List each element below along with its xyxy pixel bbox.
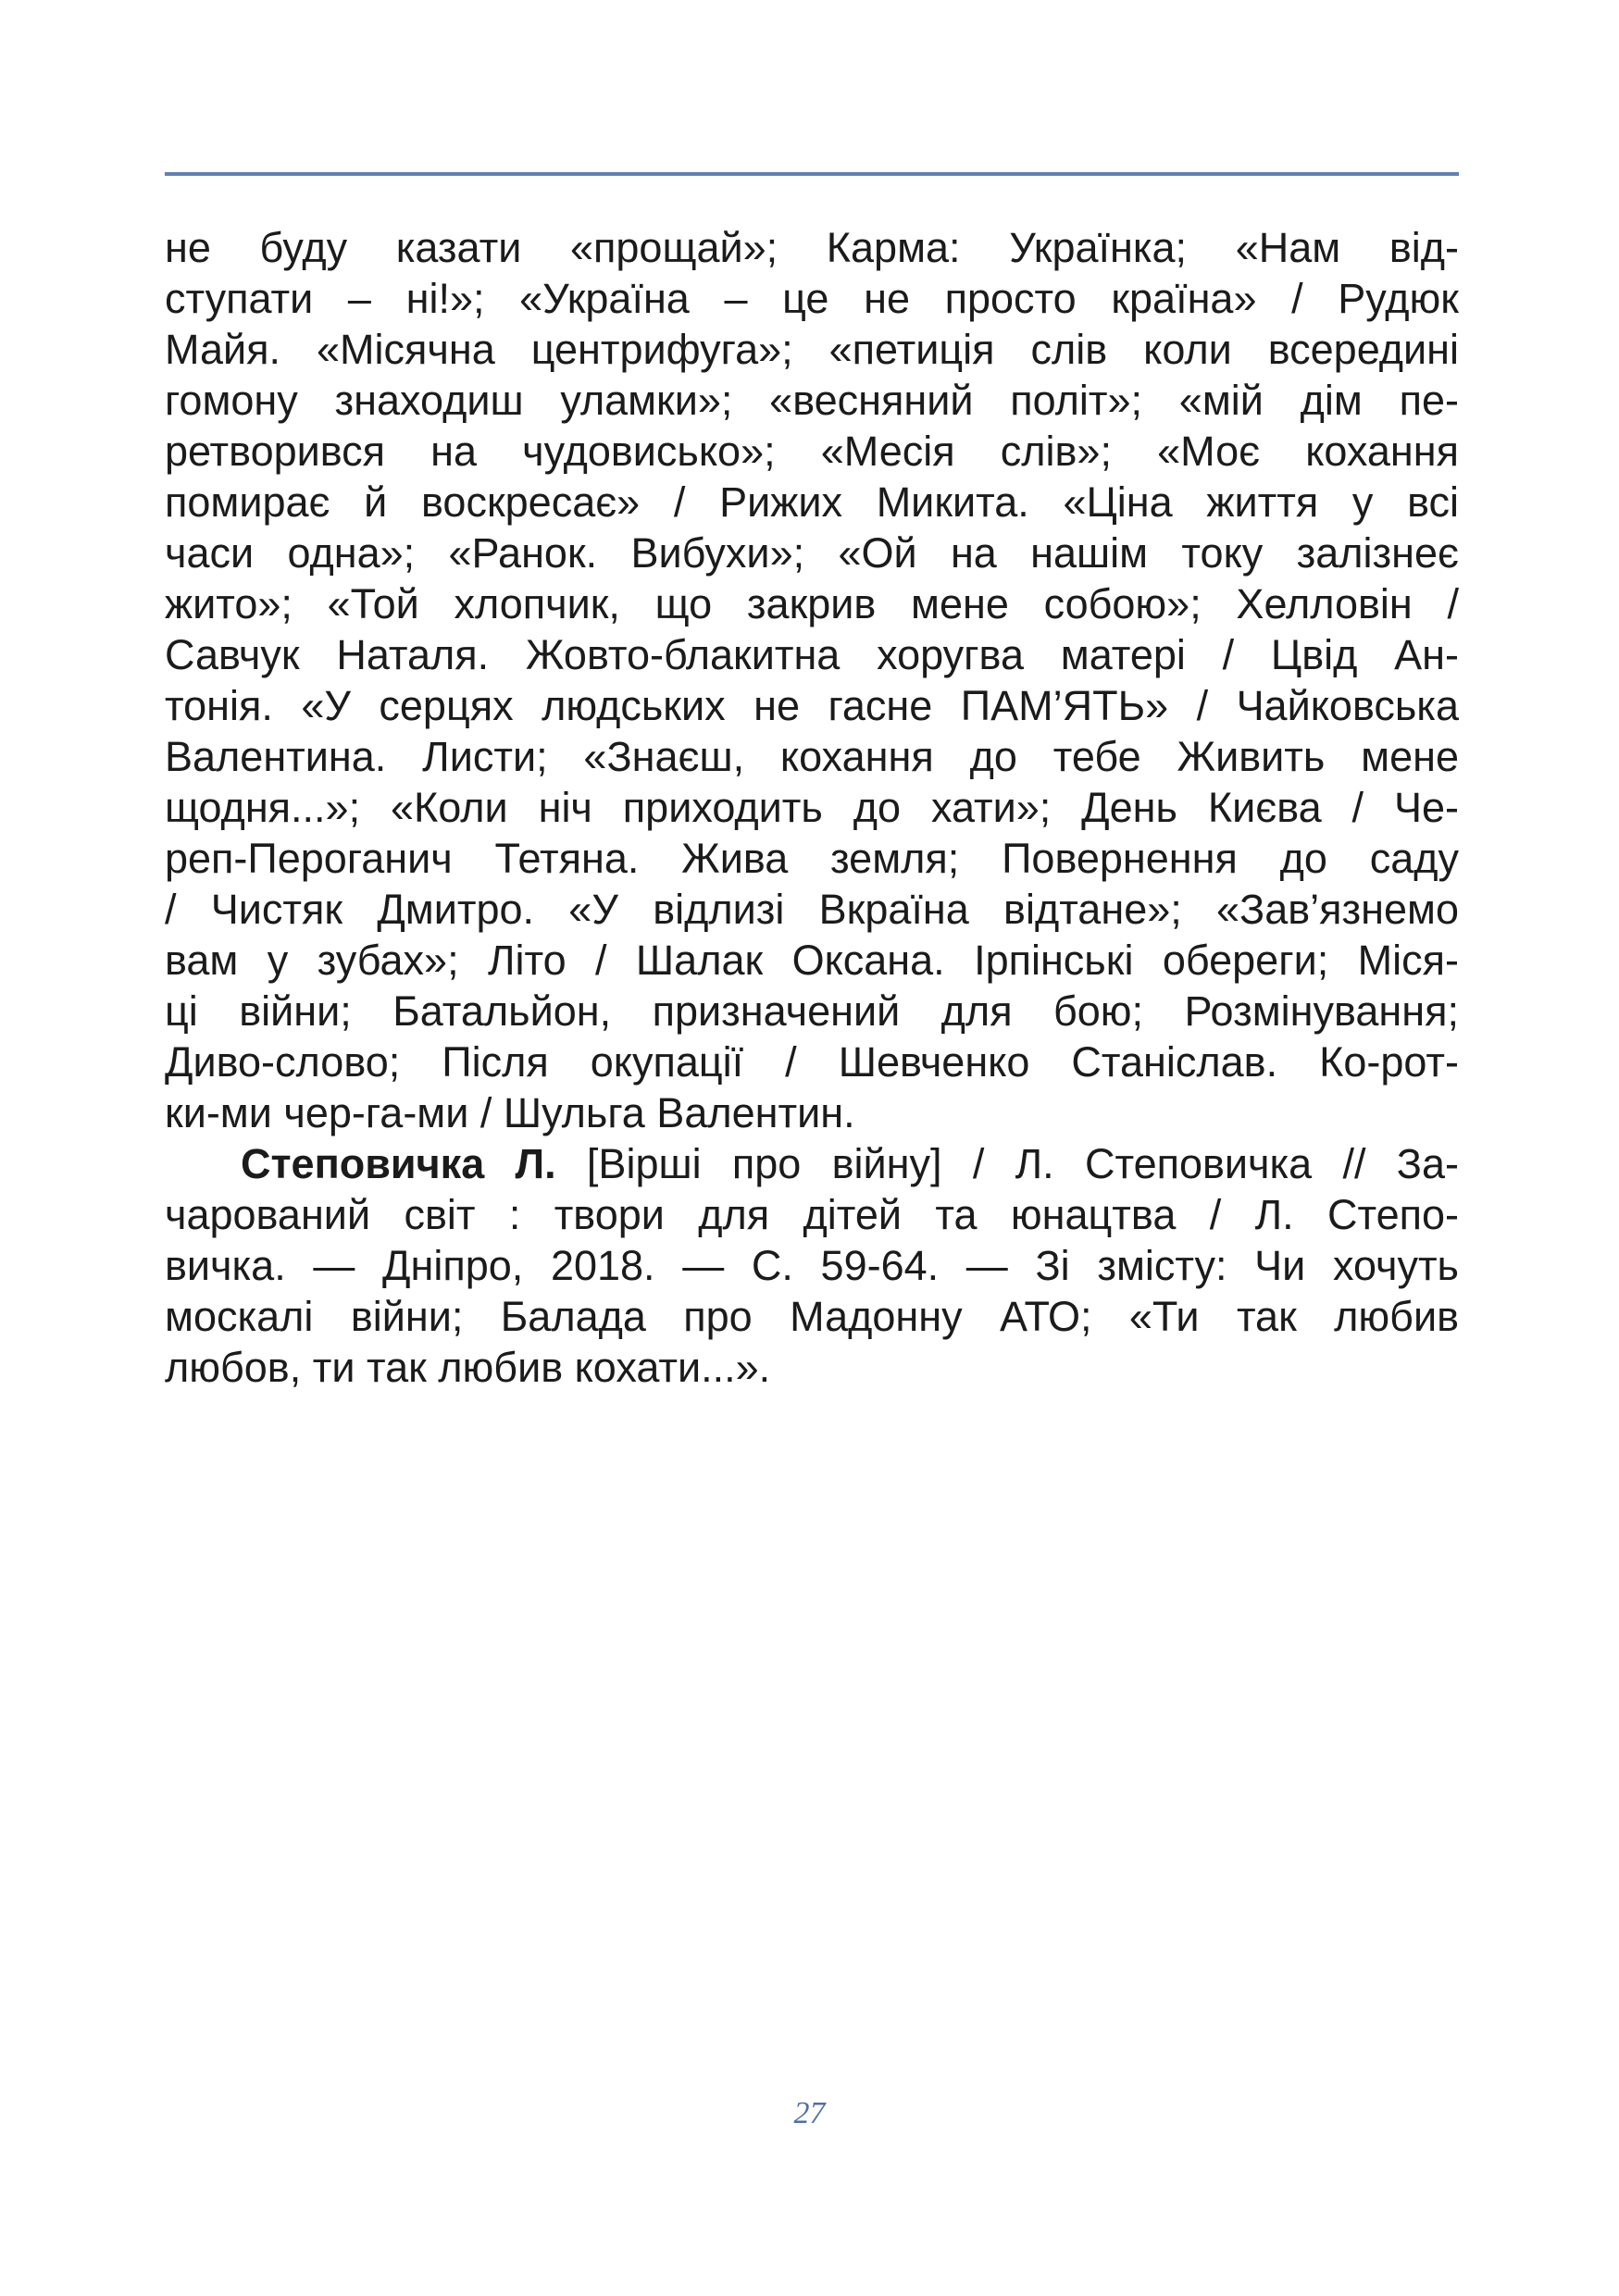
text-line: не буду казати «прощай»; Карма: Українка; «Нам від- <box>165 224 1459 271</box>
text-line: гомону знаходиш уламки»; «весняний політ»; «мій дім пе- <box>165 377 1459 424</box>
text-line: чарований світ : твори для дітей та юнацтва / Л. Степо- <box>165 1191 1459 1238</box>
text-line: Савчук Наталя. Жовто-блакитна хоругва матері / Цвід Ан- <box>165 631 1459 678</box>
text-line: часи одна»; «Ранок. Вибухи»; «Ой на нашім току залізнеє <box>165 529 1459 577</box>
text-line: ці війни; Батальйон, призначений для бою; Розмінування; <box>165 987 1459 1035</box>
text-line: Майя. «Місячна центрифуга»; «петиція слів коли всередині <box>165 326 1459 373</box>
text-line: реп-Пероганич Тетяна. Жива земля; Повернення до саду <box>165 835 1459 882</box>
entry-first-line <box>165 1138 1459 1189</box>
text-line: вичка. — Дніпро, 2018. — С. 59-64. — Зі змісту: Чи хочуть <box>165 1242 1459 1289</box>
text-line: Валентина. Листи; «Знаєш, кохання до тебе Живить мене <box>165 733 1459 780</box>
header-rule <box>165 172 1459 176</box>
bibliography-entry-stepovychka <box>165 1138 1459 1393</box>
text-line: любов, ти так любив кохати...». <box>165 1344 771 1391</box>
bibliography-text <box>165 222 1459 1393</box>
text-line: ки-ми чер-га-ми / Шульга Валентин. <box>165 1089 855 1136</box>
text-line: жито»; «Той хлопчик, що закрив мене собою»; Хелловін / <box>165 580 1459 627</box>
text-line: вам у зубах»; Літо / Шалак Оксана. Ірпінські обереги; Міся- <box>165 937 1459 984</box>
text-line: Диво-слово; Після окупації / Шевченко Станіслав. Ко-рот- <box>165 1038 1459 1086</box>
text-line: москалі війни; Балада про Мадонну АТО; «Ти так любив <box>165 1293 1459 1340</box>
continued-entry <box>165 222 1459 1138</box>
page-number: 27 <box>793 2096 826 2130</box>
entry-author: Степовичка Л. <box>241 1140 556 1187</box>
text-line: тонія. «У серцях людських не гасне ПАМ’ЯТЬ» / Чайковська <box>165 682 1459 729</box>
text-line: / Чистяк Дмитро. «У відлизі Вкраїна відтане»; «Зав’язнемо <box>165 886 1459 933</box>
text-line: помирає й воскресає» / Рижих Микита. «Ціна життя у всі <box>165 478 1459 526</box>
text-line: щодня...»; «Коли ніч приходить до хати»; День Києва / Че- <box>165 784 1459 831</box>
text-line: ретворився на чудовисько»; «Месія слів»; «Моє кохання <box>165 428 1459 475</box>
text-line: ступати – ні!»; «Україна – це не просто країна» / Рудюк <box>165 275 1459 322</box>
entry-title: [Вірші про війну] / Л. Степовичка // За- <box>555 1140 1459 1187</box>
